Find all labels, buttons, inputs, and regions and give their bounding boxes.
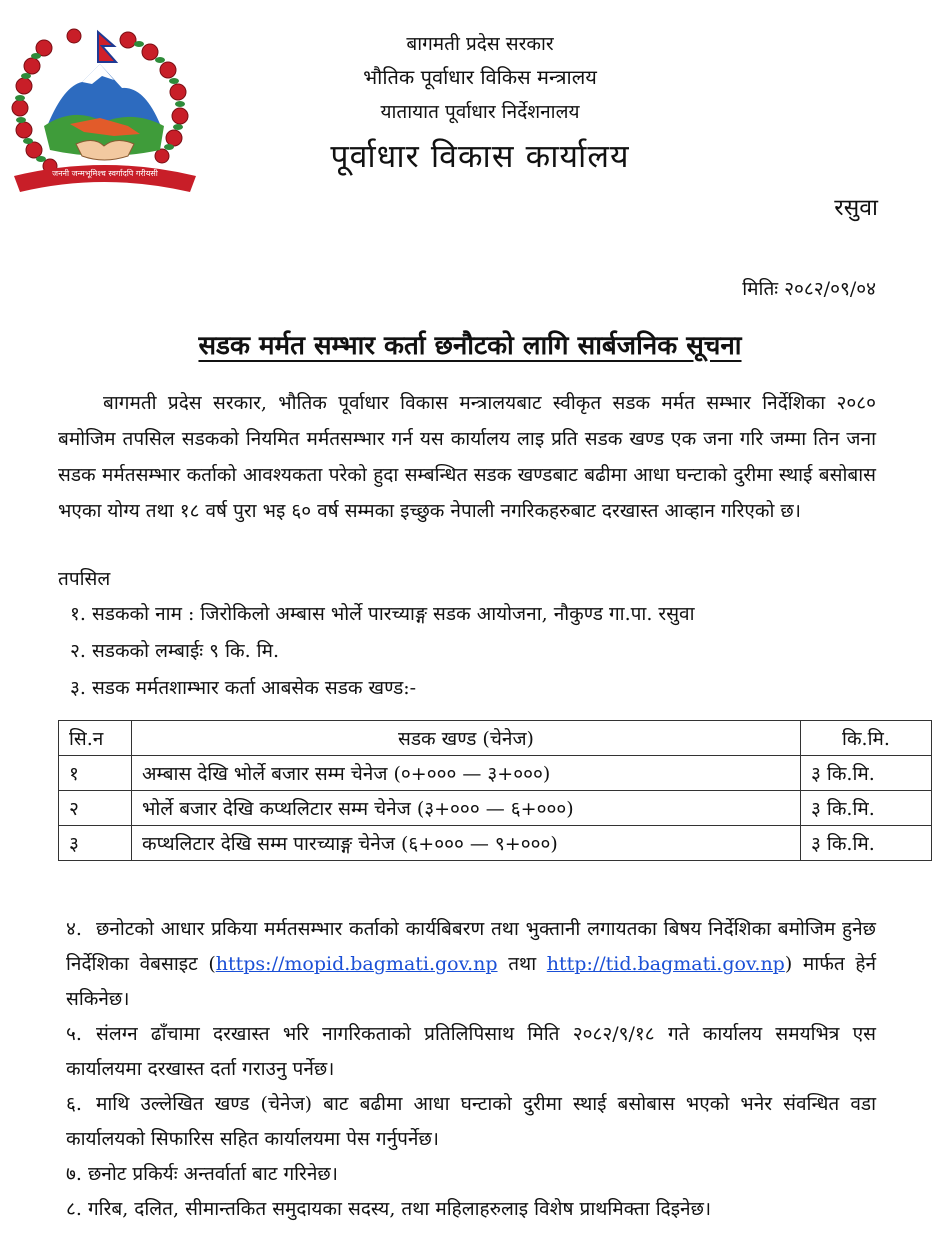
- table-cell-km: ३ कि.मि.: [801, 791, 932, 826]
- notice-subject: सडक मर्मत सम्भार कर्ता छनौटको लागि सार्बजनिक सूचना: [198, 331, 742, 361]
- header-ministry: भौतिक पूर्वाधार विकिस मन्त्रालय: [363, 65, 597, 89]
- table-cell-segment: अम्बास देखि भोर्ले बजार सम्म चेनेज (०+००० — ३+०००): [132, 756, 801, 791]
- condition-text: छनोटको आधार प्रकिया मर्मतसम्भार कर्ताको कार्यबिबरण तथा भुक्तानी लगायतका बिषय निर्देशिका बमोजिम हुनेछ निर्देशिका वेबसाइट (: [66, 918, 876, 975]
- condition-number: ४.: [66, 918, 82, 940]
- condition-text: माथि उल्लेखित खण्ड (चेनेज) बाट बढीमा आधा घन्टाको दुरीमा स्थाई बसोबास भएको भनेर संवन्धित वडा कार्यालयको सिफारिस सहित कार्यालयमा पेस गर्नुपर्नेछ।: [66, 1093, 876, 1150]
- table-cell-sn: ३: [59, 826, 132, 861]
- table-cell-segment: कप्थलिटार देखि सम्म पारच्याङ्ग चेनेज (६+००० — ९+०००): [132, 826, 801, 861]
- table-header-segment: सडक खण्ड (चेनेज): [132, 721, 801, 756]
- condition-7: ७. छनोट प्रकिर्यः अन्तर्वार्ता बाट गरिनेछ।: [66, 1163, 338, 1185]
- emblem-motto: जननी जन्मभूमिश्च स्वर्गादपि गरीयसी: [52, 169, 158, 178]
- header-directorate: यातायात पूर्वाधार निर्देशनालय: [380, 101, 580, 123]
- table-row: [59, 756, 932, 791]
- condition-text: संलग्न ढाँचामा दरखास्त भरि नागरिकताको प्रतिलिपिसाथ मिति २०८२/९/१८ गते कार्यालय समयभित्र एस कार्यालयमा दरखास्त दर्ता गराउनु पर्नेछ।: [66, 1023, 876, 1080]
- condition-number: ५.: [66, 1023, 82, 1045]
- header-district: रसुवा: [834, 195, 878, 221]
- list-item: ३. सडक मर्मतशाम्भार कर्ता आबसेक सडक खण्ड:-: [70, 677, 417, 699]
- table-cell-km: ३ कि.मि.: [801, 756, 932, 791]
- table-cell-km: ३ कि.मि.: [801, 826, 932, 861]
- condition-number: ६.: [66, 1093, 82, 1115]
- nepal-emblem: [4, 26, 206, 196]
- table-cell-sn: २: [59, 791, 132, 826]
- road-segment-table: [58, 720, 932, 861]
- table-header-km: कि.मि.: [801, 721, 932, 756]
- table-header-sn: सि.न: [59, 721, 132, 756]
- notice-date: मितिः २०८२/०९/०४: [742, 278, 876, 300]
- tapsil-label: तपसिल: [58, 568, 111, 590]
- header-government: बागमती प्रदेस सरकार: [406, 33, 554, 55]
- condition-8: ८. गरिब, दलित, सीमान्तकित समुदायका सदस्य, तथा महिलाहरुलाइ विशेष प्राथमिक्ता दिइनेछ।: [66, 1198, 712, 1220]
- table-cell-segment: भोर्ले बजार देखि कप्थलिटार सम्म चेनेज (३+००० — ६+०००): [132, 791, 801, 826]
- list-item: १. सडकको नाम : जिरोकिलो अम्बास भोर्ले पारच्याङ्ग सडक आयोजना, नौकुण्ड गा.पा. रसुवा: [70, 603, 695, 625]
- table-row: [59, 826, 932, 861]
- notice-conditions: [66, 912, 876, 1227]
- table-header-row: [59, 721, 932, 756]
- condition-6: [66, 1087, 876, 1157]
- condition-text: तथा: [497, 953, 547, 975]
- condition-5: [66, 1017, 876, 1087]
- condition-text: ) मार्फत हेर्न सकिनेछ।: [66, 953, 876, 1010]
- table-row: [59, 791, 932, 826]
- condition-4: [66, 912, 876, 1017]
- list-item: २. सडकको लम्बाईः ९ कि. मि.: [70, 640, 279, 662]
- notice-body: बागमती प्रदेस सरकार, भौतिक पूर्वाधार विकास मन्त्रालयबाट स्वीकृत सडक मर्मत सम्भार निर्देशिका २०८० बमोजिम तपसिल सडकको नियमित मर्मतसम्भार गर्न यस कार्यालय लाइ प्रति सडक खण्ड एक जना गरि जम्मा तिन जना सडक मर्मतसम्भार कर्ताको आवश्यकता परेको हुदा सम्बन्धित सडक खण्डबाट बढीमा आधा घन्टाको दुरीमा स्थाई बसोबास भएका योग्य तथा १८ वर्ष पुरा भइ ६० वर्ष सम्मका इच्छुक नेपाली नगरिकहरुबाट दरखास्त आव्हान गरिएको छ।: [58, 392, 876, 522]
- table-cell-sn: १: [59, 756, 132, 791]
- tid-website-link[interactable]: http://tid.bagmati.gov.np: [546, 953, 785, 975]
- mopid-website-link[interactable]: https://mopid.bagmati.gov.np: [215, 953, 498, 975]
- header-office: पूर्वाधार विकास कार्यालय: [330, 137, 630, 175]
